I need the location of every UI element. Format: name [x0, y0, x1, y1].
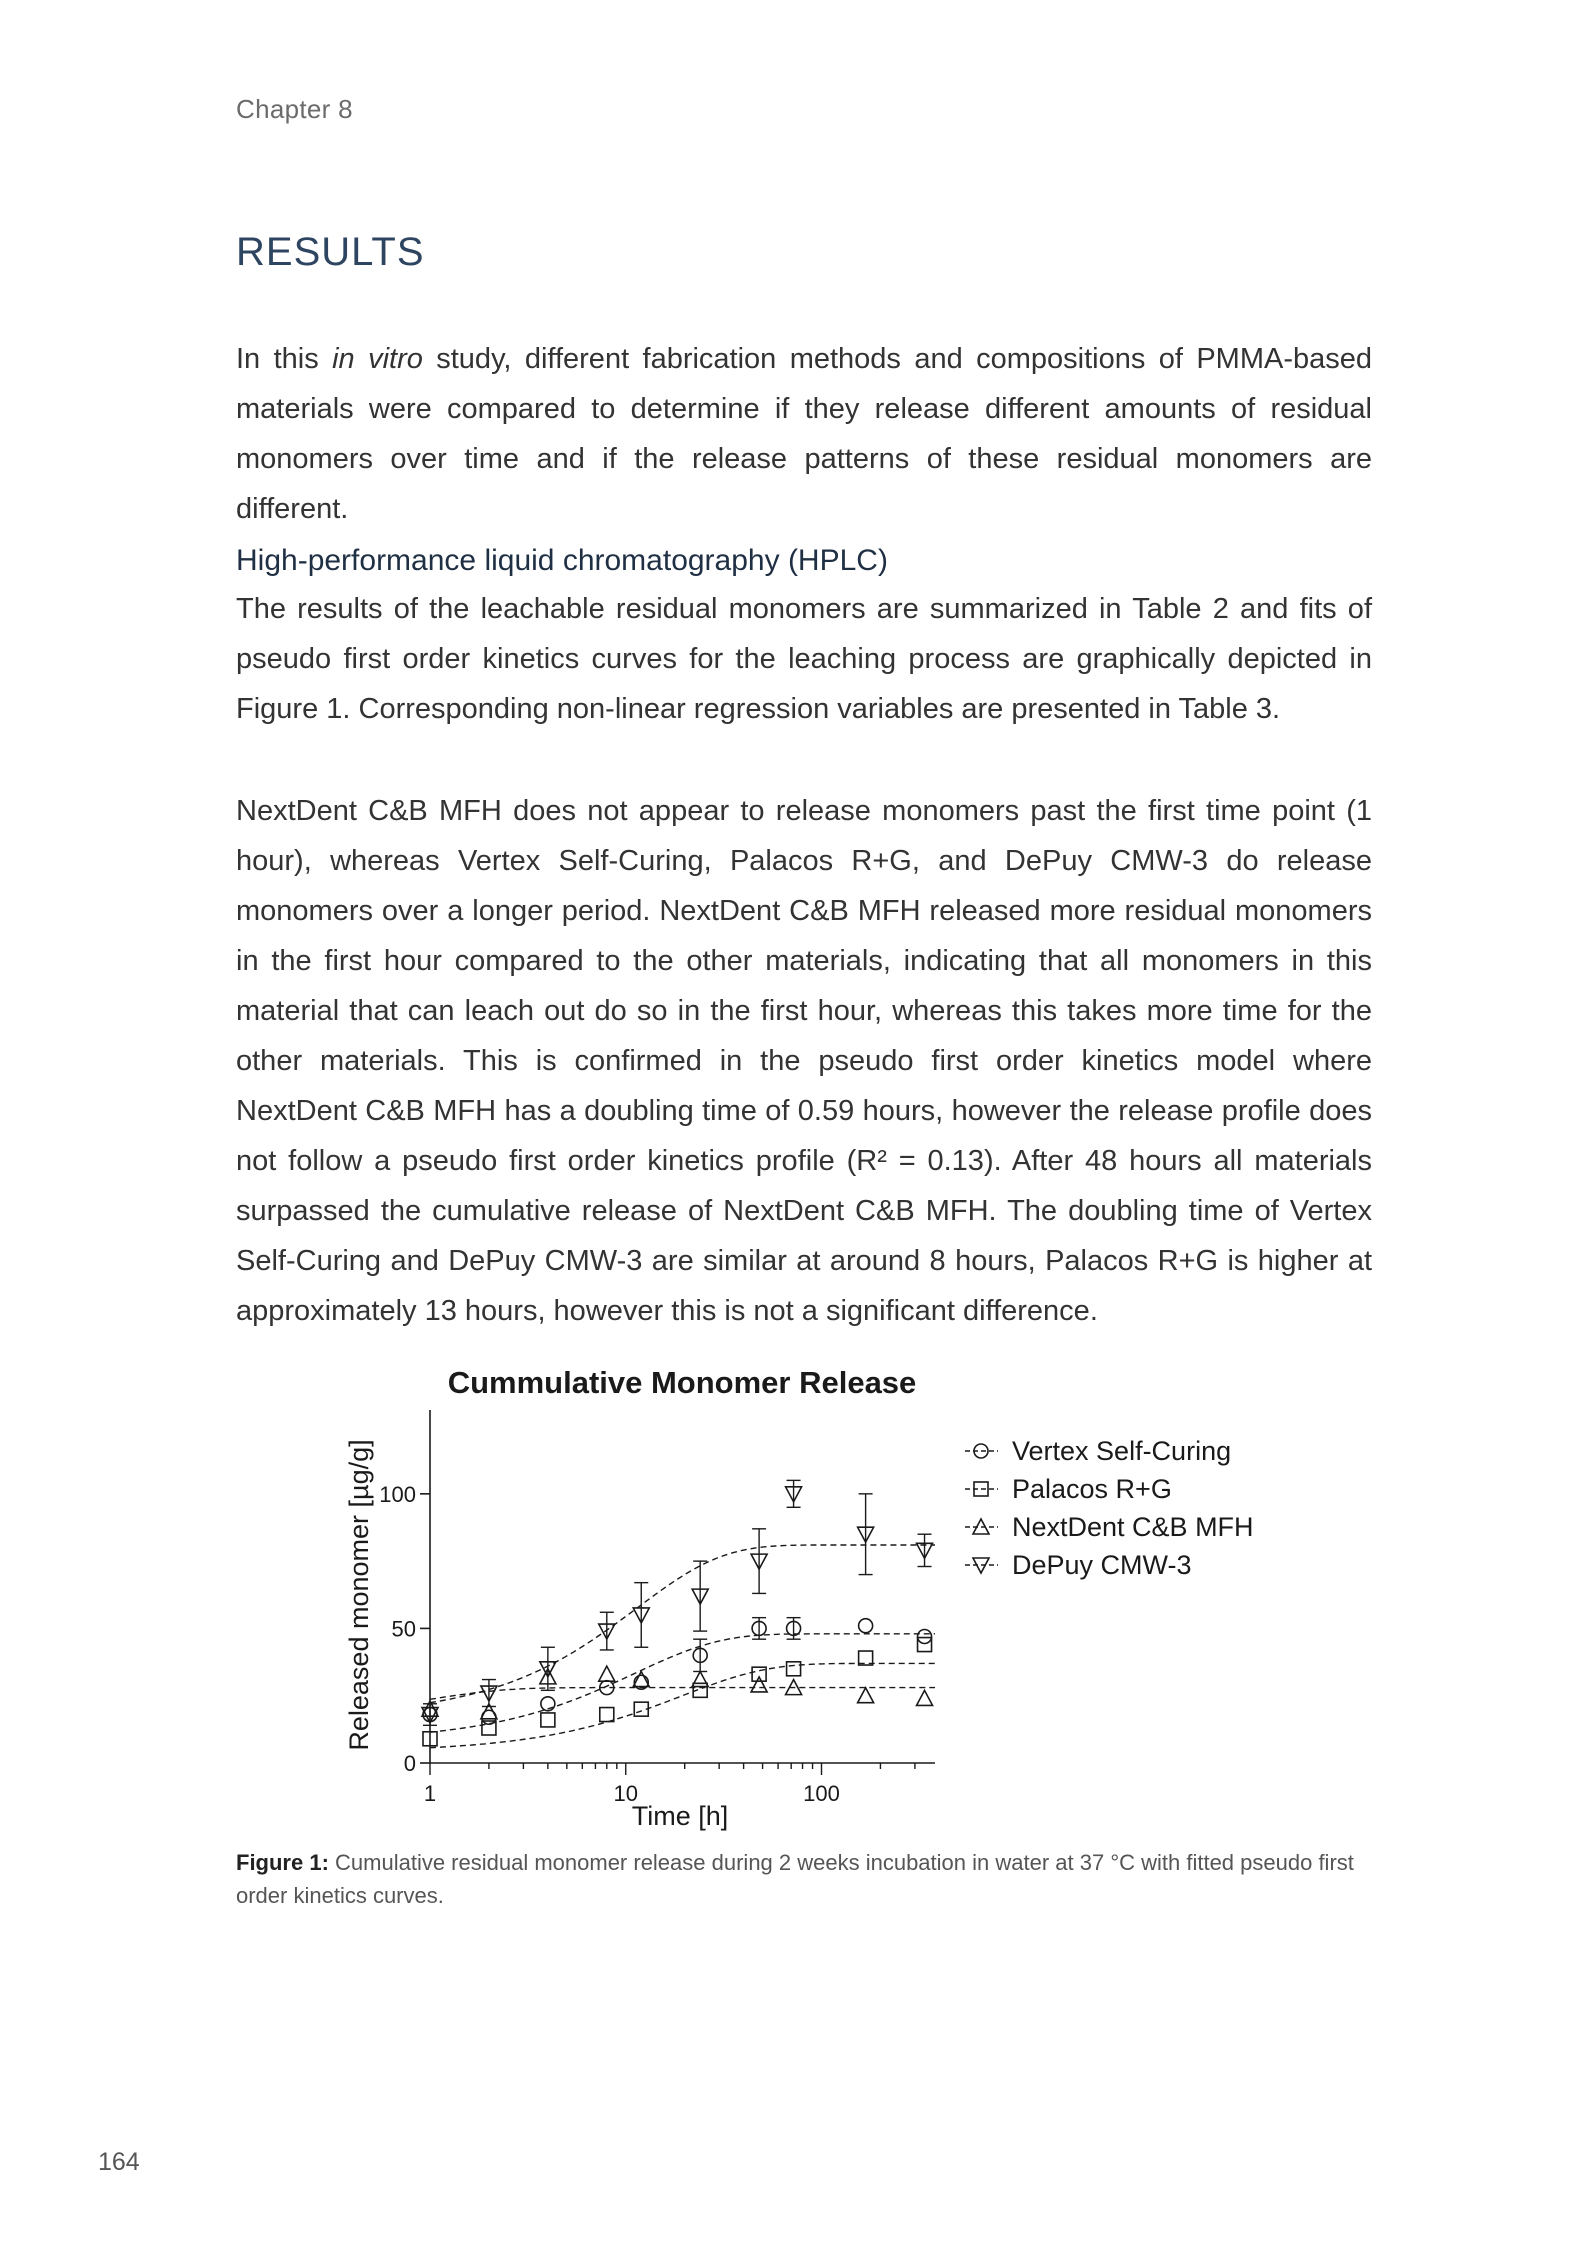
legend-entry [965, 1436, 1231, 1466]
caption-label: Figure 1: [236, 1850, 329, 1875]
y-tick-label: 100 [379, 1481, 416, 1507]
data-point [541, 1713, 555, 1727]
chart-legend [965, 1436, 1254, 1580]
fit-curve [430, 1634, 935, 1732]
y-axis-label: Released monomer [µg/g] [344, 1439, 374, 1751]
legend-label: Palacos R+G [1012, 1474, 1172, 1504]
legend-label: Vertex Self-Curing [1012, 1436, 1232, 1466]
section-title: RESULTS [236, 230, 425, 274]
plot-area [379, 1410, 935, 1806]
legend-label: DePuy CMW-3 [1012, 1550, 1192, 1580]
data-point [787, 1662, 801, 1676]
y-tick-label: 50 [391, 1616, 416, 1642]
data-point [600, 1708, 614, 1722]
legend-entry [965, 1550, 1192, 1580]
series-depuy-cmw-3 [422, 1480, 935, 1725]
chart-title: Cummulative Monomer Release [447, 1365, 917, 1400]
data-point [918, 1638, 932, 1652]
caption-text: Cumulative residual monomer release during 2 weeks incubation in water at 37 °C with fitted pseudo first order kinetics curves. [236, 1850, 1354, 1908]
legend-entry [965, 1474, 1172, 1504]
fit-curve [430, 1688, 935, 1700]
intro-paragraph [236, 334, 1372, 534]
series-vertex-self-curing [423, 1618, 935, 1733]
x-tick-label: 1 [423, 1781, 437, 1806]
x-axis-label: Time [h] [631, 1801, 729, 1831]
intro-text-end: study, different fabrication methods and compositions of PMMA-based materials were compared to determine if they release different amounts of residual monomers over time and if the release patterns of these residual monomers are different. [236, 343, 1372, 525]
hplc-subheading: High-performance liquid chromatography (HPLC) [236, 544, 888, 577]
running-head: Chapter 8 [236, 94, 353, 124]
legend-label: NextDent C&B MFH [1012, 1512, 1254, 1542]
x-tick-label: 10 [613, 1781, 638, 1806]
intro-text-start: In this [236, 343, 333, 375]
figure-caption [236, 1846, 1372, 1912]
data-point [599, 1666, 615, 1681]
hplc-paragraph: The results of the leachable residual monomers are summarized in Table 2 and fits of pseudo first order kinetics curves for the leaching process are graphically depicted in Figure 1. Corresponding non-linear regression variables are presented in Table 3. [236, 593, 1372, 725]
data-point [858, 1688, 874, 1703]
figure-1 [300, 1355, 1300, 1835]
series-nextdent-c-b-mfh [422, 1666, 935, 1719]
data-point [751, 1677, 767, 1692]
fit-curve [430, 1663, 935, 1747]
data-point [859, 1619, 873, 1633]
page-number: 164 [98, 2148, 140, 2176]
nextdent-paragraph: NextDent C&B MFH does not appear to release monomers past the first time point (1 hour), whereas Vertex Self-Curing, Palacos R+G, and DePuy CMW-3 do release monomers over a longer period. NextDent C&B MFH released more residual monomers in the first hour compared to the other materials, indicating that all monomers in this material that can leach out do so in the first hour, whereas this takes more time for the other materials. This is confirmed in the pseudo first order kinetics model where NextDent C&B MFH has a doubling time of 0.59 hours, however the release profile does not follow a pseudo first order kinetics profile (R² = 0.13). After 48 hours all materials surpassed the cumulative release of NextDent C&B MFH. The doubling time of Vertex Self-Curing and DePuy CMW-3 are similar at around 8 hours, Palacos R+G is higher at approximately 13 hours, however this is not a significant difference. [236, 795, 1372, 1327]
release-chart [300, 1355, 1300, 1835]
legend-entry [965, 1512, 1254, 1542]
data-point [917, 1690, 933, 1705]
intro-emphasis: in vitro [332, 343, 423, 375]
x-tick-label: 100 [803, 1781, 840, 1806]
y-tick-label: 0 [403, 1751, 416, 1776]
data-point [692, 1672, 708, 1687]
data-point [918, 1629, 932, 1643]
